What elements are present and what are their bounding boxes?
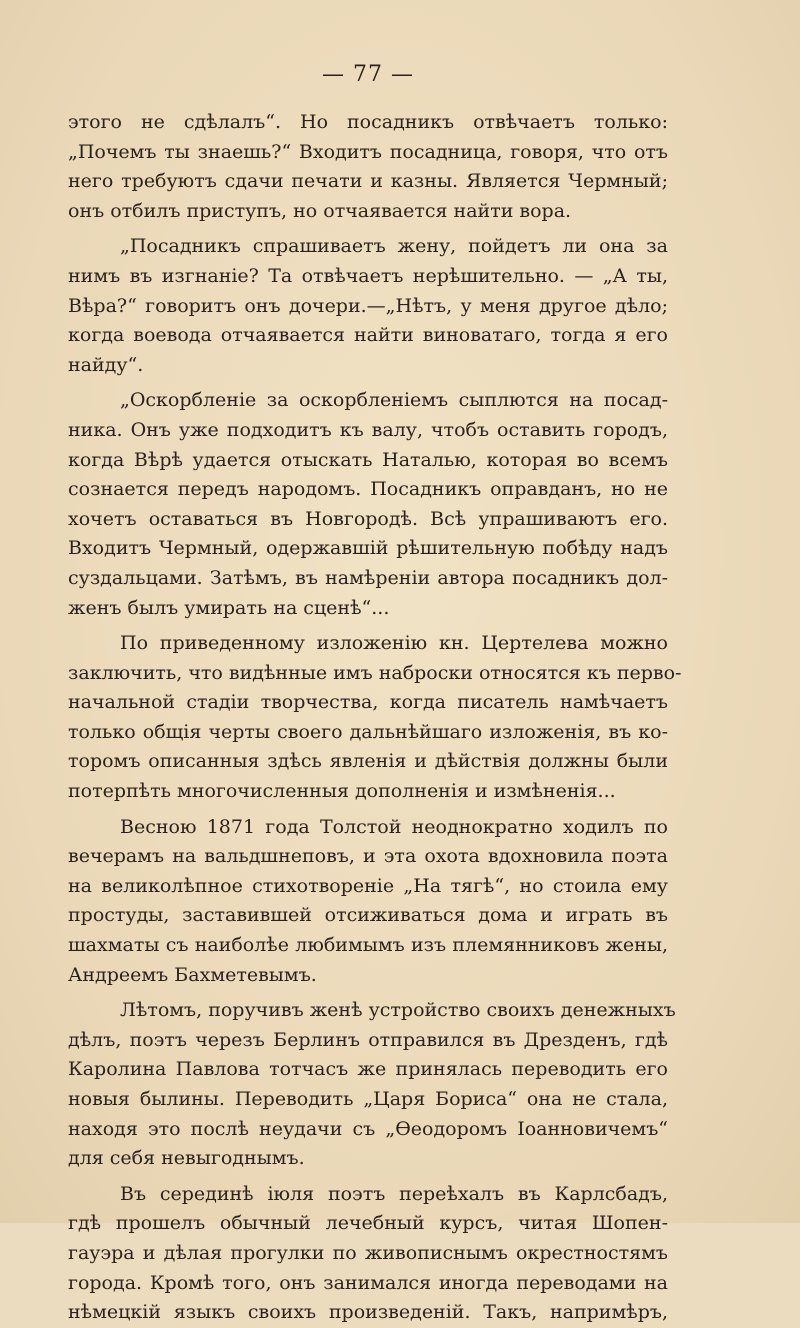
text-line: ника. Онъ уже подходитъ къ валу, чтобъ оставить городъ, xyxy=(68,418,668,441)
text-line: вечерамъ на вальдшнеповъ, и эта охота вдохновила поэта xyxy=(68,845,668,868)
text-line: По приведенному изложенію кн. Цертелева можно xyxy=(120,632,668,655)
text-line: „Посадникъ спрашиваетъ жену, пойдетъ ли она за xyxy=(120,235,668,258)
paragraph xyxy=(68,232,668,380)
text-line: него требуютъ сдачи печати и казны. Является Чермный; xyxy=(68,170,668,193)
text-line: когда воевода отчаявается найти виноватаго, тогда я его xyxy=(68,324,668,347)
text-line: для себя невыгоднымъ. xyxy=(68,1147,305,1170)
page-number: — 77 — xyxy=(322,62,414,87)
text-line: торомъ описанныя здѣсь явленія и дѣйствія должны были xyxy=(68,750,668,773)
text-body xyxy=(68,108,682,1328)
text-line: находя это послѣ неудачи съ „Өеодоромъ Іоанновичемъ“ xyxy=(68,1117,668,1140)
text-line: когда Вѣрѣ удается отыскать Наталью, которая во всемъ xyxy=(68,448,668,471)
text-line: Весною 1871 года Толстой неоднократно ходилъ по xyxy=(120,815,668,838)
text-line: Въ серединѣ іюля поэтъ переѣхалъ въ Карлсбадъ, xyxy=(120,1182,668,1205)
text-line: шахматы съ наиболѣе любимымъ изъ племянниковъ жены, xyxy=(68,934,668,957)
text-line: этого не сдѣлалъ“. Но посадникъ отвѣчаетъ только: xyxy=(68,111,668,133)
paragraph xyxy=(68,1180,668,1328)
text-line: сознается передъ народомъ. Посадникъ оправданъ, но не xyxy=(68,478,668,501)
text-line: дѣлъ, поэтъ черезъ Берлинъ отправился въ Дрезденъ, гдѣ xyxy=(68,1028,668,1051)
text-line: онъ отбилъ приступъ, но отчаявается найти вора. xyxy=(68,199,572,222)
text-line: заключить, что видѣнные имъ наброски относятся къ перво- xyxy=(68,661,682,684)
text-line: Лѣтомъ, поручивъ женѣ устройство своихъ денежныхъ xyxy=(120,999,676,1022)
text-line: гауэра и дѣлая прогулки по живописнымъ окрестностямъ xyxy=(68,1241,668,1264)
text-line: Каролина Павлова тотчасъ же принялась переводить его xyxy=(68,1058,668,1081)
text-line: суздальцами. Затѣмъ, въ намѣреніи автора посадникъ дол- xyxy=(68,566,668,589)
paragraph xyxy=(68,813,668,991)
text-line: новыя былины. Переводить „Царя Бориса“ она не стала, xyxy=(68,1088,668,1110)
text-line: нимъ въ изгнаніе? Та отвѣчаетъ нерѣшительно. — „А ты, xyxy=(68,264,668,287)
text-line: Вѣра?“ говоритъ онъ дочери.—„Нѣтъ, у меня другое дѣло; xyxy=(68,294,668,317)
paragraph xyxy=(68,996,676,1174)
text-line: Входитъ Чермный, одержавшій рѣшительную побѣду надъ xyxy=(68,537,668,560)
text-line: гдѣ прошелъ обычный лечебный курсъ, читая Шопен- xyxy=(68,1212,668,1235)
text-line: на великолѣпное стихотвореніе „На тягѣ“, но стоила ему xyxy=(68,874,668,897)
text-line: „Почемъ ты знаешь?“ Входитъ посадница, говоря, что отъ xyxy=(68,140,668,163)
paragraph xyxy=(68,629,682,807)
paragraph xyxy=(68,108,668,226)
text-line: женъ былъ умирать на сценѣ“... xyxy=(68,596,390,619)
text-line: Андреемъ Бахметевымъ. xyxy=(68,963,317,986)
text-line: только общія черты своего дальнѣйшаго изложенія, въ ко- xyxy=(68,720,668,743)
text-line: найду“. xyxy=(68,353,144,376)
text-line: города. Кромѣ того, онъ занимался иногда переводами на xyxy=(68,1271,668,1294)
text-line: хочетъ оставаться въ Новгородѣ. Всѣ упрашиваютъ его. xyxy=(68,507,668,530)
paragraph xyxy=(68,386,668,623)
text-line: „Оскорбленіе за оскорбленіемъ сыплются на посад- xyxy=(120,389,668,412)
text-line: потерпѣть многочисленныя дополненія и измѣненія... xyxy=(68,780,616,803)
text-line: нѣмецкій языкъ своихъ произведеній. Такъ, напримѣръ, xyxy=(68,1301,668,1324)
text-line: простуды, заставившей отсиживаться дома и играть въ xyxy=(68,904,668,927)
text-line: начальной стадіи творчества, когда писатель намѣчаетъ xyxy=(68,691,668,714)
